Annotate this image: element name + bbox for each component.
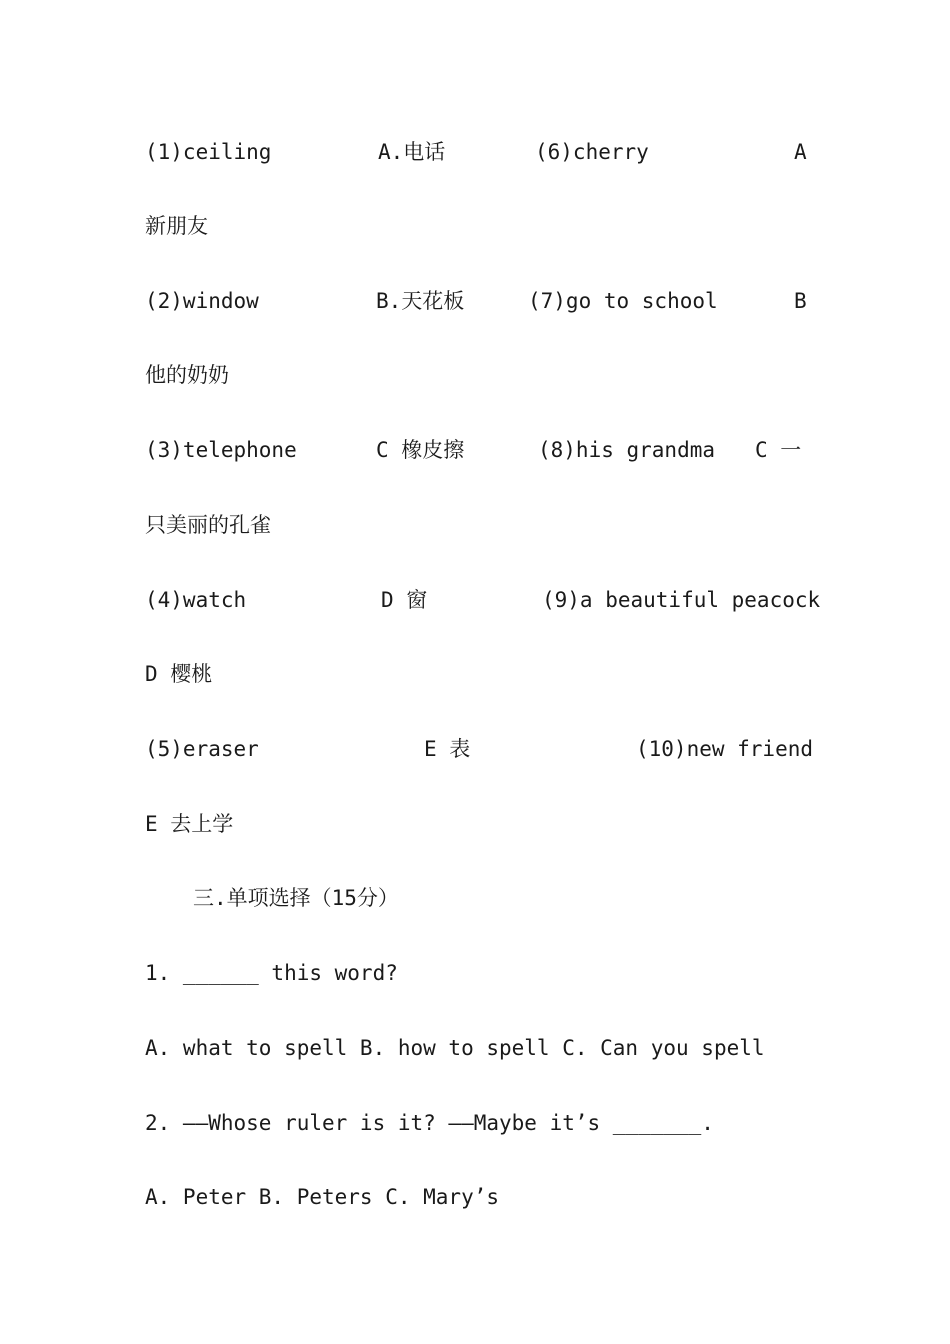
match-letter-a: A (794, 140, 807, 164)
match-item-2: (2)window (145, 289, 259, 313)
match-item-9: (9)a beautiful peacock (542, 588, 821, 612)
matching-row-5 (0, 729, 814, 769)
match-letter-b: B (794, 289, 807, 313)
match-continuation-5: E 去上学 (145, 812, 234, 836)
match-item-6: (6)cherry (535, 140, 649, 164)
match-item-10: (10)new friend (636, 737, 814, 761)
section-heading: 三.单项选择（15分） (193, 886, 399, 910)
match-option-e: E 表 (424, 737, 471, 761)
match-option-d: D 窗 (381, 588, 428, 612)
match-option-a: A.电话 (378, 140, 446, 164)
question-2-options: A. Peter B. Peters C. Mary’s (145, 1185, 500, 1209)
match-item-5: (5)eraser (145, 737, 259, 761)
match-item-8: (8)his grandma (538, 438, 716, 462)
matching-row-3 (0, 430, 802, 470)
match-continuation-1: 新朋友 (145, 214, 208, 238)
matching-row-1 (0, 132, 807, 172)
matching-row-4 (0, 580, 821, 620)
match-continuation-3: 只美丽的孔雀 (145, 513, 271, 537)
question-1: 1. ______ this word? (145, 961, 398, 985)
match-item-7: (7)go to school (528, 289, 718, 313)
match-option-c: C 橡皮擦 (376, 438, 465, 462)
question-2: 2. ——Whose ruler is it? ——Maybe it’s _______. (145, 1111, 714, 1135)
match-letter-c: C 一 (755, 438, 802, 462)
match-item-4: (4)watch (145, 588, 247, 612)
match-item-3: (3)telephone (145, 438, 297, 462)
matching-row-2 (0, 281, 807, 321)
match-item-1: (1)ceiling (145, 140, 272, 164)
match-continuation-4: D 樱桃 (145, 662, 213, 686)
match-option-b: B.天花板 (376, 289, 465, 313)
question-1-options: A. what to spell B. how to spell C. Can you spell (145, 1036, 765, 1060)
match-continuation-2: 他的奶奶 (145, 363, 229, 387)
